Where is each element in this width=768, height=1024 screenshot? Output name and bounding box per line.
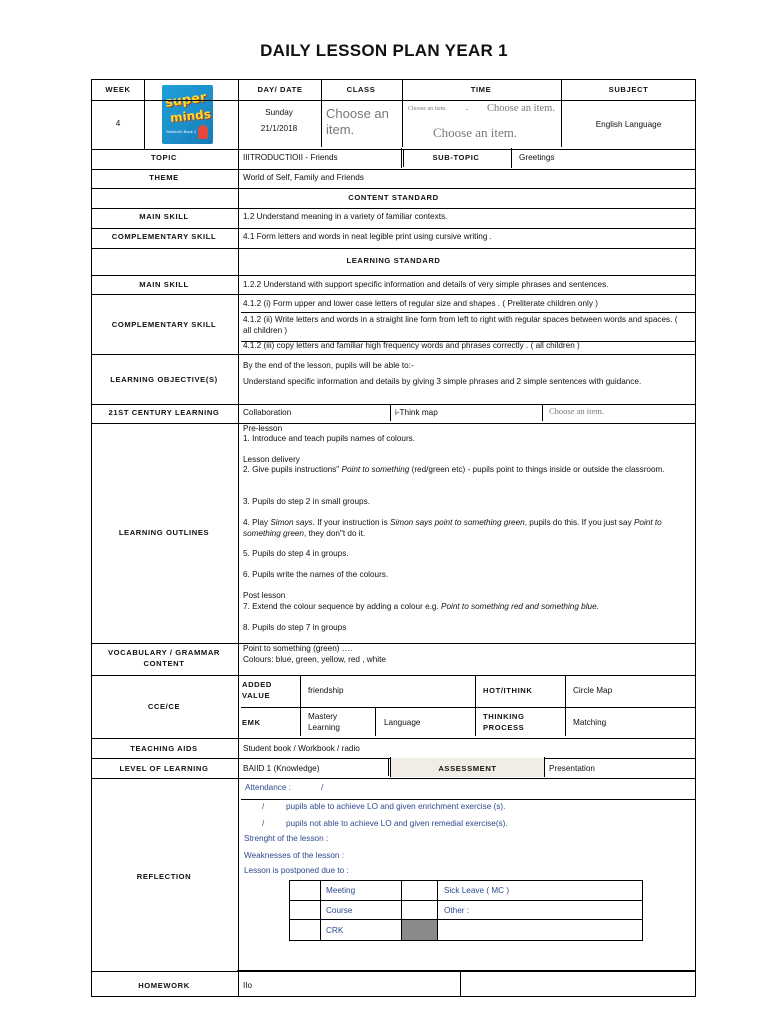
- thinking-value: Matching: [573, 718, 607, 727]
- post-lesson-heading: Post lesson: [243, 591, 286, 600]
- cs-comp-skill-label: COMPLEMENTARY SKILL: [111, 232, 217, 241]
- century-value-1: Collaboration: [243, 408, 292, 417]
- weakness-line: Weaknesses of the lesson :: [244, 851, 344, 860]
- assessment-value: Presentation: [549, 764, 595, 773]
- subject-value: English Language: [595, 120, 662, 129]
- not-achieve-slash: /: [262, 819, 265, 828]
- objectives-label: LEARNING OBJECTIVE(S): [110, 375, 218, 384]
- class-label: CLASS: [346, 85, 376, 94]
- cs-comp-skill-value: 4.1 Form letters and words in neat legible print using cursive writing .: [243, 232, 492, 241]
- logo-text-super: super: [164, 90, 208, 111]
- content-standard-heading: CONTENT STANDARD: [348, 193, 439, 202]
- option-meeting: Meeting: [326, 886, 356, 895]
- attendance-label: Attendance :: [245, 783, 291, 792]
- topic-label: TOPIC: [150, 153, 178, 162]
- crk-shaded-checkbox[interactable]: [402, 920, 437, 940]
- not-achieve-line: pupils not able to achieve LO and given remedial exercise(s).: [286, 819, 508, 828]
- step-2: 2. Give pupils instructions" Point to something (red/green etc) - pupils point to things inside or outside the classroom.: [243, 465, 665, 474]
- week-value: 4: [115, 119, 121, 128]
- step-1: 1. Introduce and teach pupils names of colours.: [243, 434, 416, 443]
- topic-value: IIITRODUCTIOII - Friends: [243, 153, 338, 162]
- outlines-label: LEARNING OUTLINES: [118, 528, 210, 537]
- added-value-label: ADDED VALUE: [242, 680, 273, 700]
- achieve-line: pupils able to achieve LO and given enrichment exercise (s).: [286, 802, 506, 811]
- step-5: 5. Pupils do step 4 in groups.: [243, 549, 349, 558]
- ls-comp-3: 4.1.2 (iii) copy letters and familiar high frequency words and phrases correctly . ( all children ): [243, 341, 580, 350]
- cce-label: CCE/CE: [147, 702, 181, 711]
- time-start-select[interactable]: Choose an item.: [408, 106, 447, 112]
- option-other: Other :: [444, 906, 470, 915]
- theme-value: World of Self, Family and Friends: [243, 173, 364, 182]
- option-course: Course: [326, 906, 353, 915]
- subject-label: SUBJECT: [608, 85, 649, 94]
- subtopic-value: Greetings: [519, 153, 555, 162]
- class-select[interactable]: Choose an item.: [326, 106, 389, 137]
- time-dash: -: [466, 107, 468, 113]
- reflection-label: REFLECTION: [136, 872, 192, 881]
- crk-checkbox[interactable]: [290, 919, 319, 939]
- logo-subtitle: Student's Book 1: [166, 129, 197, 134]
- attendance-sep: /: [321, 783, 324, 792]
- teaching-aids-value: Student book / Workbook / radio: [243, 744, 360, 753]
- theme-label: THEME: [149, 173, 179, 182]
- time-end-select[interactable]: Choose an item.: [487, 103, 555, 114]
- teaching-aids-label: TEACHING AIDS: [130, 744, 198, 753]
- hot-value: Circle Map: [573, 686, 613, 695]
- vocab-line2: Colours: blue, green, yellow, red , white: [243, 655, 386, 664]
- meeting-checkbox[interactable]: [290, 881, 319, 899]
- level-value: BAIID 1 (Knowledge): [243, 764, 320, 773]
- achieve-slash: /: [262, 802, 265, 811]
- option-crk: CRK: [326, 926, 344, 935]
- century-select[interactable]: Choose an item.: [549, 406, 605, 416]
- day-date-label: DAY/ DATE: [257, 85, 303, 94]
- level-label: LEVEL OF LEARNING: [119, 764, 209, 773]
- time-label: TIME: [470, 85, 492, 94]
- step-6: 6. Pupils write the names of the colours.: [243, 570, 389, 579]
- emk-value: Mastery Learning: [308, 712, 340, 732]
- date-value: 21/1/2018: [260, 124, 298, 133]
- homework-label: HOMEWORK: [138, 981, 190, 990]
- emk-value-2: Language: [384, 718, 421, 727]
- hot-label: HOT/ITHINK: [483, 686, 533, 695]
- pre-lesson-heading: Pre-lesson: [243, 424, 283, 433]
- ls-comp-2: 4.1.2 (ii) Write letters and words in a straight line form from left to right with regular spaces between words and spaces. ( all children ): [243, 315, 678, 335]
- homework-value: IIo: [243, 981, 253, 990]
- ls-comp-skill-label: COMPLEMENTARY SKILL: [111, 320, 217, 329]
- step-3: 3. Pupils do step 2 in small groups.: [243, 497, 370, 506]
- sick-leave-checkbox[interactable]: [402, 881, 436, 899]
- added-value: friendship: [308, 686, 344, 695]
- other-checkbox[interactable]: [402, 900, 436, 918]
- ls-main-skill-value: 1.2.2 Understand with support specific information and details of very simple phrases and sentences.: [243, 280, 609, 289]
- vocab-line1: Point to something (green) ….: [243, 644, 353, 653]
- emk-label: EMK: [242, 718, 261, 727]
- course-checkbox[interactable]: [290, 900, 319, 918]
- step-4: 4. Play Simon says. If your instruction is Simon says point to something green, pupils do this. If you just say Point to something green, they don"t do it.: [243, 518, 662, 538]
- option-sick-leave: Sick Leave ( MC ): [444, 886, 510, 895]
- step-8: 8. Pupils do step 7 in groups: [243, 623, 347, 632]
- objectives-line2: Understand specific information and details by giving 3 simple phrases and 2 simple sentences with guidance.: [243, 377, 642, 386]
- century-value-2: i-Think map: [395, 408, 438, 417]
- week-label: WEEK: [105, 85, 131, 94]
- thinking-label: THINKING PROCESS: [483, 712, 525, 732]
- strength-line: Strenght of the lesson :: [244, 834, 329, 843]
- subtopic-label: SUB-TOPIC: [432, 153, 480, 162]
- logo-text-minds: minds: [169, 106, 212, 126]
- cs-main-skill-label: MAIN SKILL: [139, 212, 189, 221]
- page-title: DAILY LESSON PLAN YEAR 1: [260, 41, 508, 60]
- step-7: 7. Extend the colour sequence by adding a colour e.g. Point to something red and something blue.: [243, 602, 599, 611]
- day-value: Sunday: [265, 108, 293, 117]
- postponed-line: Lesson is postponed due to :: [244, 866, 349, 875]
- cs-main-skill-value: 1.2 Understand meaning in a variety of familiar contexts.: [243, 212, 448, 221]
- lesson-delivery-heading: Lesson delivery: [243, 455, 300, 464]
- ls-main-skill-label: MAIN SKILL: [139, 280, 189, 289]
- objectives-line1: By the end of the lesson, pupils will be able to:-: [243, 361, 414, 370]
- vocab-label: VOCABULARY / GRAMMAR CONTENT: [108, 648, 220, 668]
- time-select[interactable]: Choose an item.: [433, 125, 518, 140]
- assessment-label: ASSESSMENT: [438, 764, 497, 773]
- century-label: 21ST CENTURY LEARNING: [108, 408, 220, 417]
- ls-comp-1: 4.1.2 (i) Form upper and lower case letters of regular size and shapes . ( Preliterate children only ): [243, 299, 598, 308]
- learning-standard-heading: LEARNING STANDARD: [346, 256, 441, 265]
